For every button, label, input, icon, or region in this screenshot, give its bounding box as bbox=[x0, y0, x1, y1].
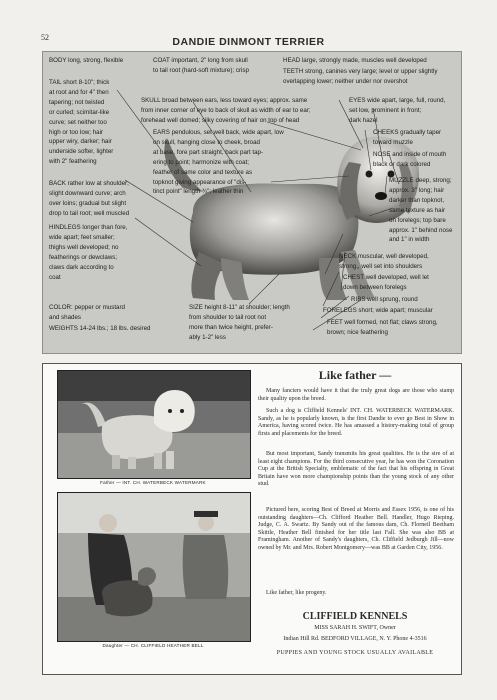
tail-line: upper wiry, darker; hair bbox=[49, 138, 112, 146]
ears-line: topknot giving appearance of "dis- bbox=[153, 178, 247, 186]
nose-note bbox=[373, 150, 459, 170]
coat-line: COAT important, 2" long from skull bbox=[153, 57, 248, 64]
ad-paragraph: But most important, Sandy transmits his great qualities. He is the sire of at least eight champions. For the third consecutive year, he has won the Coronation Cup at the British Specialty, emblematic of the fact that his offspring in Great Britain have won more championship points than the young stock of any other stud. bbox=[258, 451, 454, 488]
hindlegs-line: thighs well developed; no bbox=[49, 243, 119, 251]
cheeks-line: CHEEKS gradually taper bbox=[373, 129, 442, 136]
ears-line: feather of same color and texture as bbox=[153, 168, 253, 176]
back-line: slight downward curve; arch bbox=[49, 189, 126, 197]
ad-paragraph: Like father, like progeny. bbox=[266, 590, 327, 596]
muzzle-line: MUZZLE deep, strong; bbox=[389, 177, 452, 184]
neck-line: NECK muscular, well developed, bbox=[339, 253, 429, 260]
eyes-line: EYES wide apart, large, full, round, bbox=[349, 97, 446, 104]
coat-line: to tail root (hard-soft mixture); crisp bbox=[153, 66, 249, 74]
weights-note bbox=[49, 324, 150, 334]
ad-paragraph: Many fanciers would have it that the truly great dogs are those who stamp their quality upon the breed. bbox=[258, 388, 454, 402]
father-caption: Father — INT. CH. WATERBECK WATERMARK bbox=[100, 480, 206, 485]
coat-note bbox=[153, 56, 293, 76]
color-note bbox=[49, 303, 159, 323]
weights-line: WEIGHTS 14-24 lbs.; 18 lbs. desired bbox=[49, 325, 151, 332]
ad-paragraph: Pictured here, scoring Best of Breed at Morris and Essex 1956, is one of his outstanding daughters—Ch. Clifford Heather Bell. Handler, Hugo Rieping. Judge, C. A. Swartz. By Sandy out of the famous dam, Ch. Florneil Beetham Skittle, Heather Bell finished for her title last Fall. She was also BB at Framingham. Another of Sandy's daughters, Ch. Cliffield Jedburgh Jill—now owned by Mr. and Mrs. Robert Montgomery—was BB at Garden City, 1956. bbox=[258, 507, 454, 551]
muzzle-note bbox=[389, 176, 459, 245]
ears-note bbox=[153, 128, 293, 197]
daughter-caption: Daughter — CH. CLIFFIELD HEATHER BELL bbox=[102, 643, 204, 648]
back-line: drop to tail root; well muscled bbox=[49, 209, 130, 217]
neck-line: strong,, well set into shoulders bbox=[339, 262, 423, 270]
feet-line: FEET well formed, not flat; claws strong, bbox=[327, 319, 438, 326]
feet-note bbox=[327, 318, 459, 338]
skull-line: forehead well domed; silky covering of hair on top of head bbox=[141, 116, 300, 124]
neck-note bbox=[339, 252, 459, 272]
kennel-address: Indian Hill Rd. BEDFORD VILLAGE, N. Y. Phone 4-3516 bbox=[283, 636, 427, 642]
page-title: DANDIE DINMONT TERRIER bbox=[172, 36, 325, 48]
forelegs-line: FORELEGS short; wide apart; muscular bbox=[323, 307, 433, 314]
hindlegs-line: claws dark according to bbox=[49, 263, 114, 271]
chest-note bbox=[343, 273, 459, 293]
teeth-line: TEETH strong, canines very large; level or upper slightly bbox=[283, 68, 438, 75]
size-line: from shoulder to tail root not bbox=[189, 313, 267, 321]
teeth-note bbox=[283, 67, 459, 87]
hindlegs-line: coat bbox=[49, 273, 61, 281]
kennel-owner: MISS SARAH H. SWIFT, Owner bbox=[314, 625, 396, 631]
eyes-line: dark hazel bbox=[349, 116, 378, 124]
kennel-name: CLIFFIELD KENNELS bbox=[302, 611, 408, 622]
breed-standard-panel bbox=[42, 51, 462, 354]
ears-line: on skull, hanging close to cheek, broad bbox=[153, 138, 260, 146]
color-line: COLOR: pepper or mustard bbox=[49, 304, 125, 311]
muzzle-line: same texture as hair bbox=[389, 206, 446, 214]
ribs-note bbox=[351, 295, 418, 305]
tail-line: with 2" feathering bbox=[49, 158, 97, 166]
father-photo bbox=[57, 370, 251, 479]
ad-paragraph: Such a dog is Cliffield Kennels' INT. CH. WATERBECK WATERMARK. Sandy, as he is popularly known, is the first Dandie to ever go Best in Show in America, having scored twice. He has amassed a history-making total of group firsts and placements for the breed. bbox=[258, 408, 454, 437]
nose-line: black or dark colored bbox=[373, 160, 431, 168]
muzzle-line: approx. 3" long; hair bbox=[389, 186, 445, 194]
hindlegs-line: HINDLEGS longer than fore, bbox=[49, 224, 128, 231]
tail-line: curve; set neither too bbox=[49, 118, 107, 126]
ears-line: ering to point; harmonize with coat; bbox=[153, 158, 249, 166]
head-note bbox=[283, 56, 459, 66]
page-number: 52 bbox=[41, 33, 49, 42]
size-note bbox=[189, 303, 323, 343]
hindlegs-line: featherings or dewclaws; bbox=[49, 253, 118, 261]
back-line: over loins; gradual but slight bbox=[49, 199, 127, 207]
body-note bbox=[49, 56, 123, 66]
muzzle-line: on forelegs; top bare bbox=[389, 216, 446, 224]
ears-line: EARS pendulous, set well back, wide apart, low bbox=[153, 129, 284, 136]
daughter-dog-image bbox=[58, 493, 250, 641]
eyes-note bbox=[349, 96, 457, 126]
tail-note bbox=[49, 78, 131, 167]
size-line: more than twice height, prefer- bbox=[189, 323, 273, 331]
head-line: HEAD large, strongly made, muscles well developed bbox=[283, 57, 427, 64]
daughter-photo bbox=[57, 492, 251, 642]
body-line: BODY long, strong, flexible bbox=[49, 57, 124, 64]
nose-line: NOSE and inside of mouth bbox=[373, 151, 447, 158]
tail-line: or curled; scimitar-like bbox=[49, 108, 110, 116]
father-dog-image bbox=[58, 371, 250, 478]
ribs-line: RIBS well sprung, round bbox=[351, 296, 418, 303]
hindlegs-line: wide apart; feet smaller; bbox=[49, 233, 115, 241]
back-line: BACK rather low at shoulder; bbox=[49, 180, 129, 187]
forelegs-note bbox=[323, 306, 459, 316]
chest-line: down between forelegs bbox=[343, 283, 407, 291]
tail-line: TAIL short 8-10"; thick bbox=[49, 79, 110, 86]
back-note bbox=[49, 179, 161, 219]
muzzle-line: and 1" in width bbox=[389, 236, 430, 244]
tail-line: high or too low; hair bbox=[49, 128, 103, 136]
cheeks-line: toward muzzle bbox=[373, 138, 413, 146]
eyes-line: set low, prominent in front; bbox=[349, 106, 422, 114]
tail-line: underside softer, lighter bbox=[49, 148, 114, 156]
kennel-tagline: PUPPIES AND YOUNG STOCK USUALLY AVAILABLE bbox=[276, 650, 434, 656]
cheeks-note bbox=[373, 128, 459, 148]
feet-line: brown; nice feathering bbox=[327, 328, 388, 336]
skull-note bbox=[141, 96, 353, 126]
ears-line: at base, fore part straight, back part tap- bbox=[153, 148, 264, 156]
tail-line: tapering; not twisted bbox=[49, 98, 105, 106]
hindlegs-note bbox=[49, 223, 149, 282]
chest-line: CHEST well developed, well let bbox=[343, 274, 429, 281]
teeth-line: overlapping lower; neither under nor overshot bbox=[283, 77, 408, 85]
skull-line: from inner corner of eye to back of skull as width of ear to ear; bbox=[141, 106, 311, 114]
color-line: and shades bbox=[49, 313, 81, 321]
skull-line: SKULL broad between ears, less toward eyes; approx. same bbox=[141, 97, 308, 104]
kennel-advertisement bbox=[42, 363, 462, 675]
ad-heading: Like father — bbox=[318, 368, 392, 382]
muzzle-line: approx. 1" behind nose bbox=[389, 226, 453, 234]
tail-line: at root and for 4" then bbox=[49, 88, 109, 96]
muzzle-line: darker than topknot, bbox=[389, 196, 445, 204]
size-line: ably 1-2" less bbox=[189, 333, 226, 341]
ears-line: tinct point" length ¾"; leather thin bbox=[153, 188, 244, 196]
size-line: SIZE height 8-11" at shoulder; length bbox=[189, 304, 290, 311]
